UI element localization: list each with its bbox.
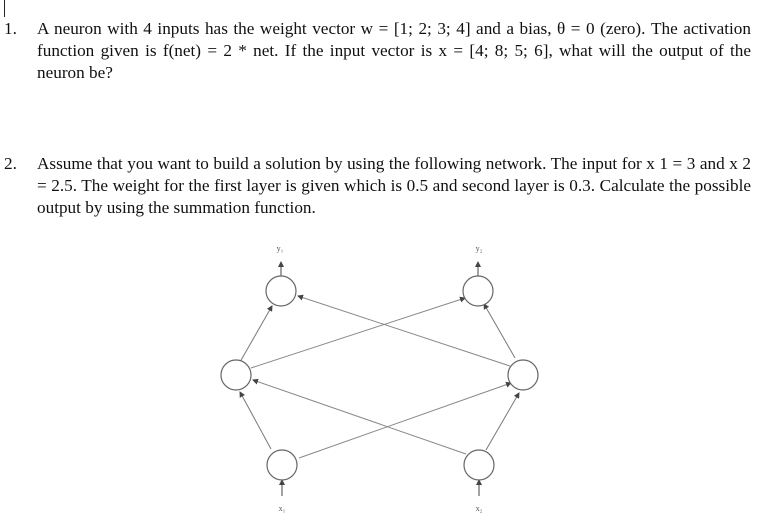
connection-i1-h2 <box>299 383 511 458</box>
connection-i2-h1 <box>253 380 466 454</box>
input-label-x1: x₁ <box>278 504 286 513</box>
connection-h1-o1 <box>240 306 272 362</box>
hidden-node-2 <box>508 360 538 390</box>
connection-i2-h2 <box>486 393 519 450</box>
hidden-node-1 <box>221 360 251 390</box>
question-number: 2. <box>4 154 17 173</box>
output-node-y1 <box>266 276 296 306</box>
output-label-y1: y₁ <box>276 244 284 253</box>
output-label-y2: y₂ <box>475 244 483 253</box>
question-text: A neuron with 4 inputs has the weight vector w = [1; 2; 3; 4] and a bias, θ = 0 (zero). The activation function given is f(net) = 2 * net. If the input vector is x = [4; 8; 5; 6], what will the output of the neuron be? <box>37 19 751 82</box>
connection-h2-o2 <box>484 304 515 358</box>
connection-i1-h1 <box>240 392 271 449</box>
output-node-y2 <box>463 276 493 306</box>
text-cursor <box>4 0 5 17</box>
connection-h1-o2 <box>251 298 465 368</box>
question-text: Assume that you want to build a solution by using the following network. The input for x 1 = 3 and x 2 = 2.5. The weight for the first layer is given which is 0.5 and second layer is 0.3. Calculate the possible output by using the summation function. <box>37 154 751 217</box>
input-label-x2: x₂ <box>475 504 483 513</box>
input-node-x1 <box>267 450 297 480</box>
neural-network-diagram <box>210 236 560 523</box>
input-node-x2 <box>464 450 494 480</box>
question-number: 1. <box>4 19 17 38</box>
